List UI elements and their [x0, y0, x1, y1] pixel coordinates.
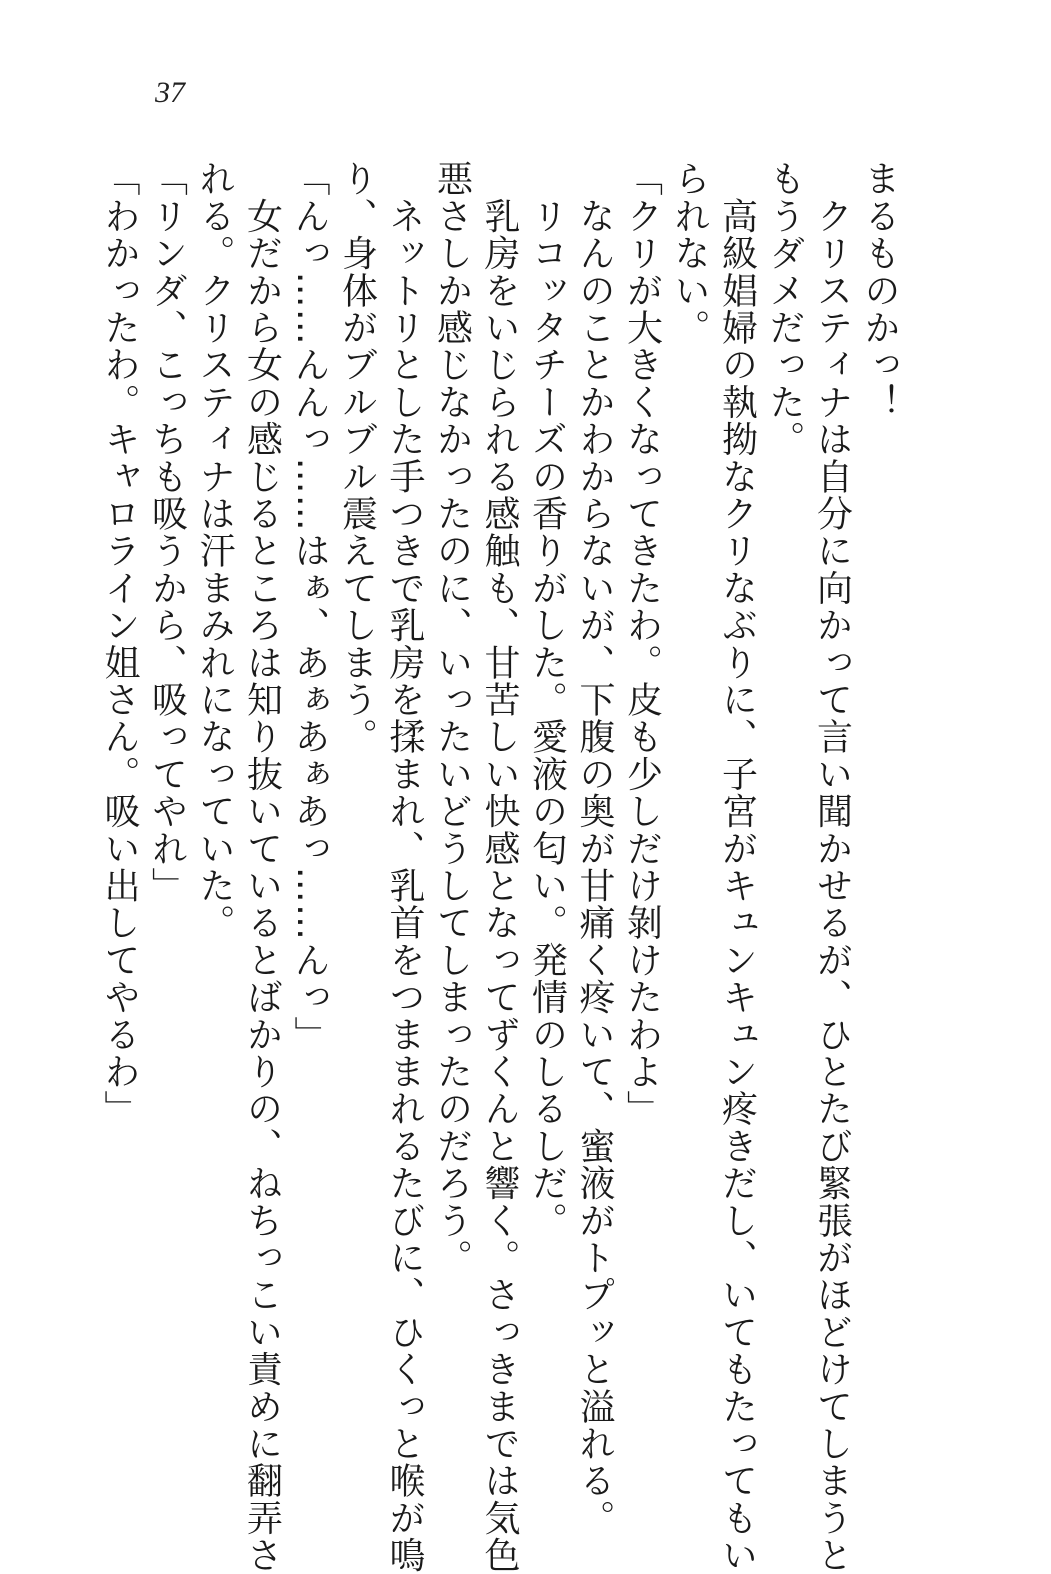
text-line: 乳房をいじられる感触も、甘苦しい快感となってずくんと響く。さっきまでは気色 [479, 160, 520, 1574]
text-line: られない。 [669, 160, 710, 346]
text-line: れる。クリスティナは汗まみれになっていた。 [194, 160, 235, 942]
text-line: クリスティナは自分に向かって言い聞かせるが、ひとたび緊張がほどけてしまうと [811, 160, 853, 1574]
text-line: リコッタチーズの香りがした。愛液の匂い。発情のしるしだ。 [526, 160, 568, 1239]
body-text [99, 160, 903, 1574]
text-line: なんのことかわからないが、下腹の奥が甘痛く疼いて、蜜液がトプッと溢れる。 [574, 160, 615, 1537]
page-number: 37 [155, 76, 185, 109]
text-line: 女だから女の感じるところは知り抜いているとばかりの、ねちっこい責めに翻弄さ [241, 160, 283, 1574]
text-line: 「クリが大きくなってきたわ。皮も少しだけ剝けたわよ」 [621, 160, 663, 1128]
text-line: まるものかっ！ [859, 160, 900, 421]
text-line: ネットリとした手つきで乳房を揉まれ、乳首をつままれるたびに、ひくっと喉が鳴 [384, 160, 425, 1574]
text-line: 悪さしか感じなかったのに、いったいどうしてしまったのだろう。 [431, 160, 473, 1276]
text-line: 高級娼婦の執拗なクリなぶりに、子宮がキュンキュン疼きだし、いてもたってもい [716, 160, 758, 1574]
text-line: 「んっ……んんっ……はぁ、あぁあぁあっ……んっ」 [289, 160, 330, 1053]
text-line: り、身体がブルブル震えてしまう。 [336, 160, 378, 756]
text-line: もうダメだった。 [764, 160, 805, 458]
text-line: 「わかったわ。キャロライン姐さん。吸い出してやるわ」 [99, 160, 140, 1128]
text-line: 「リンダ、こっちも吸うから、吸ってやれ」 [146, 160, 188, 904]
